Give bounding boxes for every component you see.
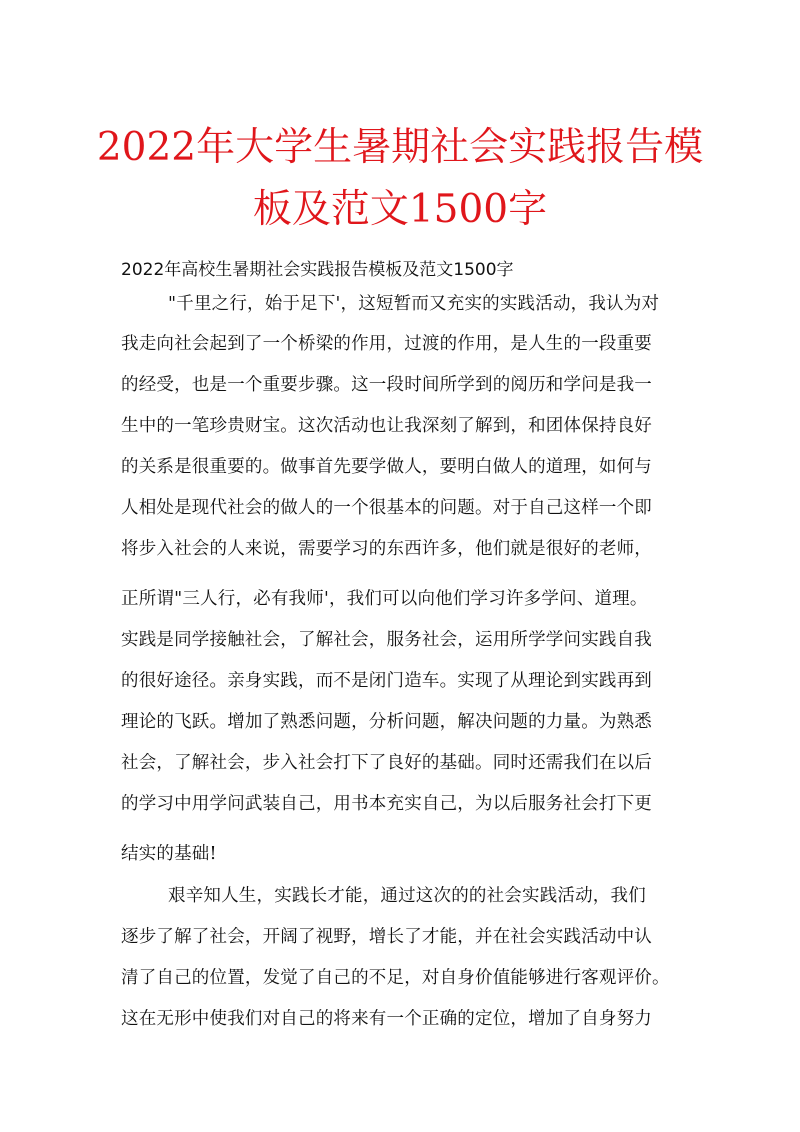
body-line: 的学习中用学问武装自己，用书本充实自己，为以后服务社会打下更 bbox=[121, 794, 652, 814]
body-line: 逐步了解了社会，开阔了视野，增长了才能，并在社会实践活动中认 bbox=[121, 927, 652, 947]
body-line: 将步入社会的人来说，需要学习的东西许多，他们就是很好的老师， bbox=[121, 539, 652, 559]
body-line: 正所谓"三人行，必有我师'，我们可以向他们学习许多学问、道理。 bbox=[121, 589, 648, 609]
document-subtitle: 2022年高校生暑期社会实践报告模板及范文1500字 bbox=[121, 260, 514, 280]
document-title-line-1: 2022年大学生暑期社会实践报告模 bbox=[96, 125, 704, 170]
body-line: 实践是同学接触社会，了解社会，服务社会，运用所学学问实践自我 bbox=[121, 630, 652, 650]
body-line: 艰辛知人生，实践长才能，通过这次的的社会实践活动，我们 bbox=[168, 886, 646, 906]
body-line: "千里之行，始于足下'，这短暂而又充实的实践活动，我认为对 bbox=[168, 294, 660, 314]
document-title-line-2: 板及范文1500字 bbox=[252, 187, 548, 232]
body-line: 的关系是很重要的。做事首先要学做人，要明白做人的道理，如何与 bbox=[121, 457, 652, 477]
body-line: 的经受，也是一个重要步骤。这一段时间所学到的阅历和学问是我一 bbox=[121, 375, 652, 395]
body-line: 人相处是现代社会的做人的一个很基本的问题。对于自己这样一个即 bbox=[121, 498, 652, 518]
body-line: 理论的飞跃。增加了熟悉问题，分析问题，解决问题的力量。为熟悉 bbox=[121, 712, 652, 732]
body-line: 生中的一笔珍贵财宝。这次活动也让我深刻了解到，和团体保持良好 bbox=[121, 416, 652, 436]
body-line: 我走向社会起到了一个桥梁的作用，过渡的作用，是人生的一段重要 bbox=[121, 334, 652, 354]
body-line: 的很好途径。亲身实践，而不是闭门造车。实现了从理论到实践再到 bbox=[121, 671, 652, 691]
body-line: 这在无形中使我们对自己的将来有一个正确的定位，增加了自身努力 bbox=[121, 1009, 652, 1029]
body-line: 结实的基础! bbox=[121, 844, 217, 864]
body-line: 清了自己的位置，发觉了自己的不足，对自身价值能够进行客观评价。 bbox=[121, 968, 670, 988]
body-line: 社会，了解社会，步入社会打下了良好的基础。同时还需我们在以后 bbox=[121, 753, 652, 773]
